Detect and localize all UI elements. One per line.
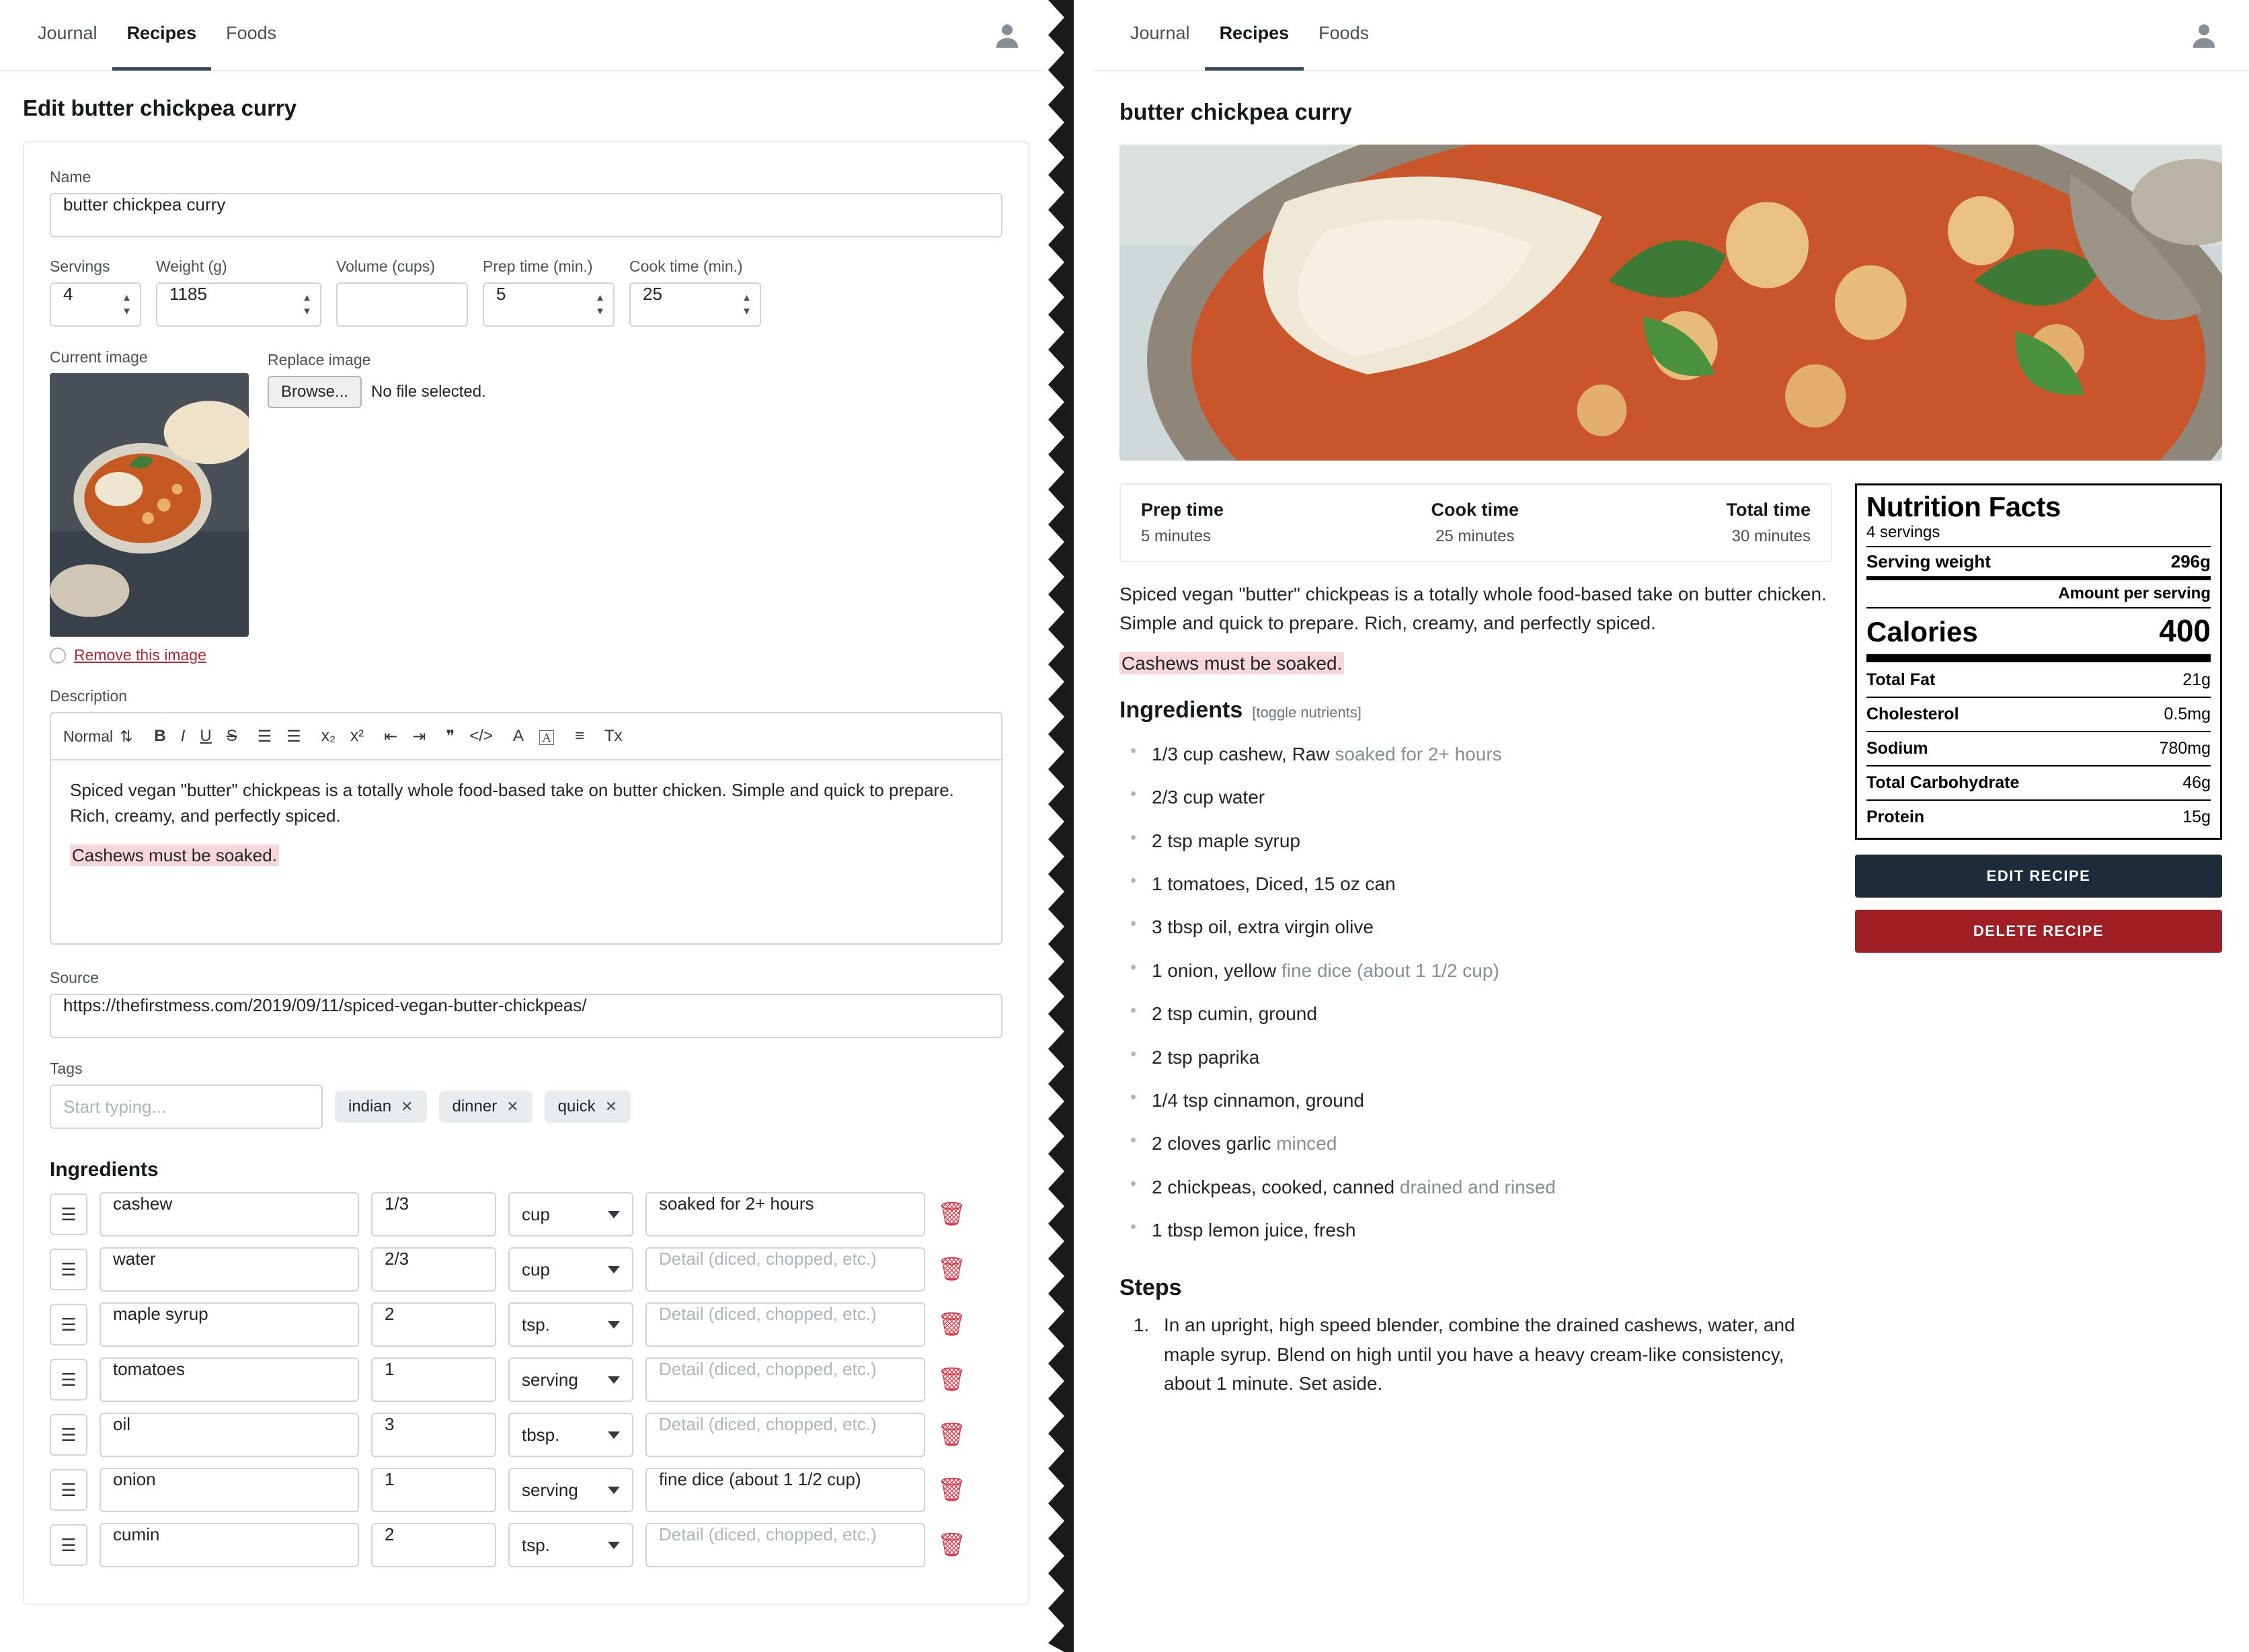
bullet-list-icon[interactable]: ☰	[286, 727, 301, 746]
volume-group	[336, 258, 468, 327]
weight-label: Weight (g)	[156, 258, 227, 275]
table-row	[50, 1302, 1002, 1347]
ingredient-main: 2 cloves garlic	[1152, 1133, 1271, 1154]
ingredient-unit-select[interactable]	[508, 1192, 633, 1236]
description-paragraph: Spiced vegan "butter" chickpeas is a totally whole food-based take on butter chicken. Simple and quick to prepare. Rich, creamy, and perfectly spiced.	[70, 780, 954, 826]
ingredient-detail-input[interactable]: soaked for 2+ hours	[645, 1192, 925, 1236]
weight-input[interactable]: 1185	[156, 282, 321, 327]
ingredient-name-input[interactable]: water	[100, 1247, 359, 1292]
ingredient-main: 2 tsp paprika	[1152, 1046, 1260, 1068]
close-icon[interactable]: ✕	[604, 1098, 618, 1115]
steps-list	[1119, 1310, 1832, 1398]
current-image-group	[50, 348, 249, 664]
page-title: Edit butter chickpea curry	[23, 95, 297, 120]
delete-recipe-button[interactable]: DELETE RECIPE	[1855, 910, 2222, 953]
amount-per-serving-label: Amount per serving	[2058, 584, 2211, 603]
serving-weight-label: Serving weight	[1866, 551, 1991, 572]
list-item	[1119, 1209, 1832, 1252]
prep-time-label: Prep time	[1141, 500, 1224, 520]
tag-chip-quick[interactable]	[545, 1091, 631, 1123]
nutrition-row	[1866, 668, 2211, 693]
tags-group	[50, 1060, 1002, 1129]
blockquote-icon[interactable]: ❞	[446, 727, 455, 746]
ingredient-main: 1 tomatoes, Diced, 15 oz can	[1152, 873, 1396, 894]
table-row	[50, 1468, 1002, 1512]
total-time-label: Total time	[1726, 500, 1811, 520]
ingredient-name-input[interactable]: onion	[100, 1468, 359, 1512]
prep-time-block	[1141, 500, 1224, 546]
drag-handle-icon[interactable]: ☰	[50, 1359, 87, 1401]
text-style-dropdown[interactable]: Normal ⇅	[63, 727, 133, 745]
subscript-icon[interactable]: x₂	[321, 727, 336, 745]
nutrition-name: Total Carbohydrate	[1866, 773, 2020, 793]
unit-value: tbsp.	[522, 1424, 560, 1445]
list-item	[1119, 906, 1832, 949]
tag-label: quick	[557, 1097, 596, 1115]
description-toolbar[interactable]	[50, 712, 1002, 759]
time-card	[1119, 483, 1832, 562]
nutrition-name: Sodium	[1866, 739, 1928, 758]
list-item	[1119, 863, 1832, 906]
ingredient-name-input[interactable]: tomatoes	[100, 1358, 359, 1402]
ingredient-unit-select[interactable]	[508, 1413, 633, 1457]
table-row	[50, 1358, 1002, 1402]
table-row	[50, 1413, 1002, 1457]
ingredient-detail-input[interactable]: Detail (diced, chopped, etc.)	[645, 1413, 925, 1457]
list-item	[1119, 820, 1832, 863]
ingredient-detail: minced	[1276, 1133, 1337, 1154]
close-icon[interactable]: ✕	[401, 1098, 413, 1115]
total-time-value: 30 minutes	[1731, 527, 1811, 545]
name-input[interactable]: butter chickpea curry	[50, 193, 1002, 237]
ingredient-list	[1119, 733, 1832, 1253]
ingredient-rows	[50, 1192, 1002, 1567]
servings-stepper[interactable]: ▲ ▼	[122, 292, 132, 317]
unit-value: cup	[522, 1204, 550, 1224]
delete-ingredient-icon[interactable]: 🗑	[937, 1422, 967, 1448]
name-field-group	[50, 168, 1002, 237]
cook-time-block	[1431, 500, 1520, 546]
steps-heading-text: Steps	[1119, 1275, 1182, 1301]
volume-label: Volume (cups)	[336, 258, 436, 275]
ingredient-unit-select[interactable]	[508, 1358, 633, 1402]
list-item	[1119, 1036, 1832, 1079]
ingredient-main: 1 tbsp lemon juice, fresh	[1152, 1220, 1356, 1241]
drag-handle-icon[interactable]: ☰	[50, 1414, 87, 1456]
list-item	[1119, 1166, 1832, 1209]
list-item	[1119, 1079, 1832, 1122]
edit-recipe-form	[23, 141, 1029, 1605]
source-label: Source	[50, 969, 99, 986]
drag-handle-icon[interactable]: ☰	[50, 1304, 87, 1345]
toggle-nutrients-link[interactable]: [toggle nutrients]	[1252, 703, 1362, 721]
ingredient-qty-input[interactable]: 2/3	[371, 1247, 496, 1292]
right-nav-tabs	[1115, 0, 1384, 71]
nutrition-row	[1866, 736, 2211, 761]
ingredient-main: 2 tsp cumin, ground	[1152, 1003, 1317, 1025]
close-icon[interactable]: ✕	[506, 1098, 519, 1115]
drag-handle-icon[interactable]: ☰	[50, 1524, 87, 1566]
ingredient-qty-input[interactable]: 2	[371, 1302, 496, 1347]
cook-time-stepper[interactable]: ▲ ▼	[742, 292, 752, 317]
right-navbar	[1093, 0, 2249, 71]
remove-image-checkbox[interactable]	[50, 647, 66, 664]
ingredient-qty-input[interactable]: 3	[371, 1413, 496, 1457]
remove-image-row[interactable]	[50, 646, 249, 664]
chevron-down-icon	[608, 1266, 620, 1273]
view-recipe-pane	[1093, 0, 2249, 1652]
prep-time-value: 5 minutes	[1141, 527, 1212, 545]
browse-button[interactable]: Browse...	[268, 376, 362, 408]
user-avatar-icon[interactable]	[992, 19, 1023, 50]
cook-time-input[interactable]: 25	[629, 282, 761, 327]
numeric-fields-row	[50, 258, 1002, 327]
prep-time-input[interactable]: 5	[483, 282, 615, 327]
description-group	[50, 687, 1002, 945]
nutrition-facts-panel	[1855, 483, 2222, 840]
align-icon[interactable]: ≡	[575, 727, 585, 745]
recipe-side-column	[1855, 483, 2222, 1399]
description-label: Description	[50, 687, 128, 705]
tag-label: dinner	[452, 1097, 498, 1115]
ingredient-main: 3 tbsp oil, extra virgin olive	[1152, 916, 1374, 938]
image-section	[50, 348, 1002, 664]
calories-value: 400	[2159, 613, 2211, 649]
chevron-down-icon	[608, 1376, 620, 1384]
superscript-icon[interactable]: x²	[350, 727, 364, 745]
italic-icon[interactable]: I	[180, 727, 186, 745]
nutrition-value: 0.5mg	[2164, 705, 2211, 724]
nutrition-value: 15g	[2182, 808, 2211, 827]
nutrition-value: 46g	[2182, 773, 2211, 793]
ingredient-detail: soaked for 2+ hours	[1335, 743, 1502, 764]
servings-group	[50, 258, 141, 327]
recipe-note: Cashews must be soaked.	[1119, 652, 1344, 674]
nutrition-name: Cholesterol	[1866, 705, 1959, 724]
total-time-block	[1726, 500, 1811, 546]
cook-time-value: 25 minutes	[1435, 527, 1515, 545]
prep-time-stepper[interactable]: ▲ ▼	[595, 292, 605, 317]
tab-foods[interactable]: Foods	[1318, 23, 1370, 43]
torn-paper-divider	[1044, 0, 1075, 1652]
ingredient-main: 2 chickpeas, cooked, canned	[1152, 1176, 1395, 1197]
recipe-hero-image	[1119, 145, 2222, 461]
nutrition-servings: 4 servings	[1866, 523, 1940, 542]
cook-time-label: Cook time (min.)	[629, 258, 743, 275]
ingredient-unit-select[interactable]	[508, 1302, 633, 1347]
ingredients-section-heading	[1119, 697, 1832, 723]
ingredient-main: 1 onion, yellow	[1152, 959, 1277, 981]
ingredient-name-input[interactable]: cumin	[100, 1523, 359, 1567]
recipe-main-column	[1119, 483, 1832, 1399]
list-item	[1119, 733, 1832, 776]
delete-ingredient-icon[interactable]: 🗑	[937, 1532, 967, 1558]
left-nav-tabs	[23, 0, 291, 71]
ingredient-detail-input[interactable]: Detail (diced, chopped, etc.)	[645, 1247, 925, 1292]
background-color-icon[interactable]: 🄰	[539, 729, 555, 748]
tag-chip-dinner[interactable]	[439, 1091, 532, 1123]
nutrition-name: Protein	[1866, 808, 1925, 827]
source-group	[50, 969, 1002, 1038]
drag-handle-icon[interactable]: ☰	[50, 1469, 87, 1511]
tab-journal[interactable]: Journal	[38, 23, 97, 43]
weight-stepper[interactable]: ▲ ▼	[302, 292, 312, 317]
no-file-selected-text: No file selected.	[371, 383, 486, 401]
ingredient-detail-input[interactable]: Detail (diced, chopped, etc.)	[645, 1302, 925, 1347]
unit-value: tsp.	[522, 1314, 550, 1335]
ingredients-heading: Ingredients	[50, 1158, 159, 1181]
font-color-icon[interactable]: A	[512, 727, 524, 745]
remove-image-label[interactable]: Remove this image	[74, 646, 206, 664]
indent-icon[interactable]: ⇥	[412, 727, 426, 746]
current-image-label: Current image	[50, 348, 148, 366]
chevron-down-icon	[608, 1431, 620, 1439]
prep-time-group	[483, 258, 615, 327]
curry-hero-image	[1119, 145, 2222, 461]
curry-thumbnail-image	[50, 373, 249, 637]
clear-format-icon[interactable]: Tx	[604, 727, 623, 745]
edit-recipe-pane	[0, 0, 1052, 1652]
tab-recipes[interactable]: Recipes	[1205, 0, 1304, 71]
volume-input[interactable]	[336, 282, 468, 327]
calories-label: Calories	[1866, 616, 1978, 648]
tag-chip-indian[interactable]	[335, 1091, 427, 1123]
recipe-body	[1093, 461, 2249, 1399]
ingredient-qty-input[interactable]: 2	[371, 1523, 496, 1567]
ingredients-heading-text: Ingredients	[1119, 697, 1243, 723]
table-row	[50, 1247, 1002, 1292]
ingredient-detail-input[interactable]: Detail (diced, chopped, etc.)	[645, 1523, 925, 1567]
source-input[interactable]: https://thefirstmess.com/2019/09/11/spiced-vegan-butter-chickpeas/	[50, 994, 1002, 1038]
unit-value: cup	[522, 1259, 550, 1280]
ingredient-main: 2 tsp maple syrup	[1152, 830, 1300, 851]
chevron-down-icon	[608, 1542, 620, 1549]
cook-time-group	[629, 258, 761, 327]
nutrition-row	[1866, 702, 2211, 727]
list-item: 1. In an upright, high speed blender, combine the drained cashews, water, and maple syrup. Blend on high until you have a heavy cream-like consistency, about 1 minute. Set aside.	[1154, 1310, 1832, 1398]
replace-image-label: Replace image	[268, 351, 371, 368]
list-item	[1119, 992, 1832, 1035]
tab-journal[interactable]: Journal	[1130, 23, 1190, 43]
edit-recipe-button[interactable]: EDIT RECIPE	[1855, 855, 2222, 898]
ingredient-name-input[interactable]: maple syrup	[100, 1302, 359, 1347]
delete-ingredient-icon[interactable]: 🗑	[937, 1312, 967, 1337]
ingredient-name-input[interactable]: oil	[100, 1413, 359, 1457]
recipe-description: Spiced vegan "butter" chickpeas is a totally whole food-based take on butter chicken. Simple and quick to prepare. Rich, creamy, and perfectly spiced.	[1119, 584, 1827, 634]
servings-input[interactable]: 4	[50, 282, 141, 327]
list-item	[1119, 776, 1832, 819]
ingredient-main: 1/4 tsp cinnamon, ground	[1152, 1089, 1364, 1111]
ingredient-unit-select[interactable]	[508, 1523, 633, 1567]
ingredient-detail: drained and rinsed	[1399, 1176, 1556, 1197]
ingredient-main: 2/3 cup water	[1152, 787, 1265, 808]
tab-recipes[interactable]: Recipes	[112, 0, 212, 71]
ingredient-main: 1/3 cup cashew, Raw	[1152, 743, 1330, 764]
delete-ingredient-icon[interactable]: 🗑	[937, 1367, 967, 1392]
table-row	[50, 1192, 1002, 1236]
bold-icon[interactable]: B	[154, 727, 166, 745]
unit-value: serving	[522, 1479, 578, 1500]
ingredient-unit-select[interactable]	[508, 1468, 633, 1512]
unit-value: serving	[522, 1369, 578, 1390]
ingredient-detail: fine dice (about 1 1/2 cup)	[1281, 959, 1499, 981]
drag-handle-icon[interactable]: ☰	[50, 1193, 87, 1235]
delete-ingredient-icon[interactable]: 🗑	[937, 1257, 967, 1282]
nutrition-facts-title: Nutrition Facts	[1866, 491, 2061, 522]
ingredient-name-input[interactable]: cashew	[100, 1192, 359, 1236]
ordered-list-icon[interactable]: ☰	[257, 727, 272, 746]
ingredient-qty-input[interactable]: 1/3	[371, 1192, 496, 1236]
replace-image-group	[268, 348, 486, 664]
code-block-icon[interactable]: </>	[469, 727, 493, 745]
delete-ingredient-icon[interactable]: 🗑	[937, 1477, 967, 1503]
list-item	[1119, 1122, 1832, 1165]
underline-icon[interactable]: U	[200, 727, 212, 745]
table-row	[50, 1523, 1002, 1567]
tags-label: Tags	[50, 1060, 83, 1077]
tab-foods[interactable]: Foods	[226, 23, 277, 43]
unit-value: tsp.	[522, 1534, 550, 1555]
nutrition-value: 21g	[2182, 670, 2211, 690]
outdent-icon[interactable]: ⇤	[384, 727, 398, 746]
user-avatar-icon[interactable]	[2188, 19, 2219, 50]
strikethrough-icon[interactable]: S	[226, 727, 237, 745]
ingredient-detail-input[interactable]: Detail (diced, chopped, etc.)	[645, 1358, 925, 1402]
serving-weight-value: 296g	[2170, 551, 2211, 572]
ingredient-qty-input[interactable]: 1	[371, 1468, 496, 1512]
description-editor[interactable]	[50, 759, 1002, 945]
tag-label: indian	[348, 1097, 392, 1115]
current-image-thumbnail	[50, 373, 249, 637]
nutrition-row	[1866, 771, 2211, 795]
weight-group	[156, 258, 321, 327]
chevron-down-icon	[608, 1211, 620, 1218]
servings-label: Servings	[50, 258, 110, 275]
ingredient-detail-input[interactable]: fine dice (about 1 1/2 cup)	[645, 1468, 925, 1512]
nutrition-row	[1866, 805, 2211, 830]
recipe-title: butter chickpea curry	[1119, 100, 1352, 125]
prep-time-label: Prep time (min.)	[483, 258, 593, 275]
cook-time-label: Cook time	[1431, 500, 1520, 520]
steps-section-heading	[1119, 1275, 1832, 1301]
chevron-down-icon	[608, 1321, 620, 1329]
tags-input[interactable]: Start typing...	[50, 1085, 323, 1129]
list-item	[1119, 949, 1832, 992]
ingredient-unit-select[interactable]	[508, 1247, 633, 1292]
delete-ingredient-icon[interactable]: 🗑	[937, 1202, 967, 1227]
chevron-down-icon	[608, 1487, 620, 1494]
nutrition-value: 780mg	[2159, 739, 2211, 758]
ingredient-qty-input[interactable]: 1	[371, 1358, 496, 1402]
nutrition-name: Total Fat	[1866, 670, 1936, 690]
description-highlight: Cashews must be soaked.	[70, 844, 279, 866]
chevron-updown-icon: ⇅	[120, 727, 133, 745]
drag-handle-icon[interactable]: ☰	[50, 1249, 87, 1290]
name-label: Name	[50, 168, 91, 186]
left-navbar	[0, 0, 1052, 71]
